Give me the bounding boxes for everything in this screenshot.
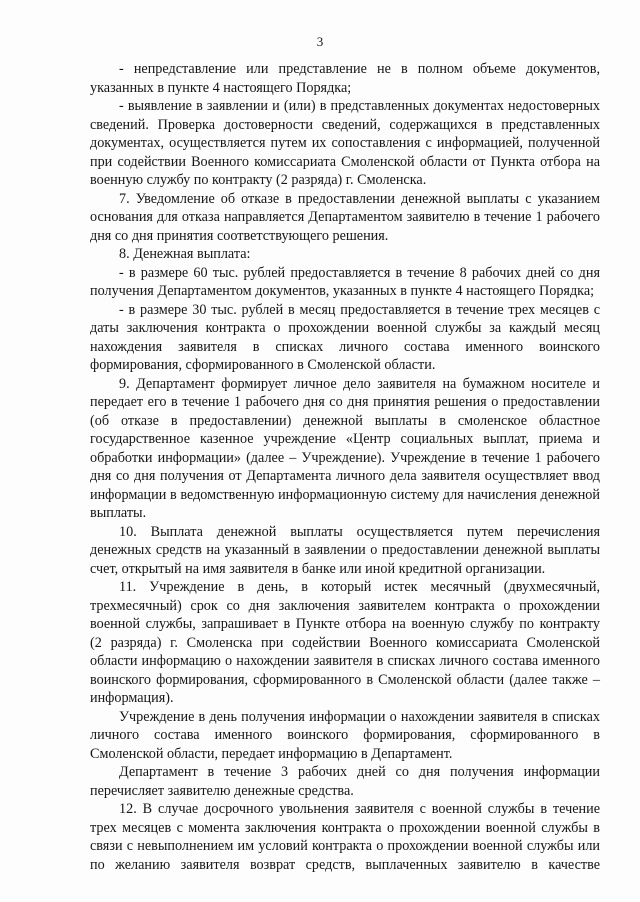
text-line: области информацию о нахождении заявителя в списках личного состава именного bbox=[90, 653, 600, 669]
text-line: счет, открытый на имя заявителя в банке или иной кредитной организации. bbox=[90, 560, 546, 577]
text-line: информации в ведомственную информационную систему для начисления денежной bbox=[90, 486, 600, 503]
text-line: трех месяцев с момента заключения контракта о прохождении военной службы в bbox=[90, 819, 600, 836]
text-line: (2 разряда) г. Смоленска при содействии Военного комиссариата Смоленской bbox=[90, 634, 600, 651]
text-line: формирования, сформированного в Смоленской области. bbox=[90, 357, 436, 373]
text-line: денежных средств на указанный в заявлении о предоставлении денежной выплаты bbox=[90, 542, 600, 558]
page-number: 3 bbox=[316, 34, 324, 49]
text-line: получения Департаментом документов, указанных в пункте 4 настоящего Порядка; bbox=[90, 283, 595, 299]
text-line: документах, осуществляется путем их сопоставления с информацией, полученной bbox=[90, 135, 600, 151]
text-line: - непредставление или представление не в полном объеме документов, bbox=[119, 61, 600, 77]
text-line: воинского формирования, сформированного в Смоленской области (далее также – bbox=[90, 671, 600, 688]
text-line: - в размере 60 тыс. рублей предоставляется в течение 8 рабочих дней со дня bbox=[119, 264, 600, 281]
text-line: трехмесячный) срок со дня заключения заявителем контракта о прохождении bbox=[90, 597, 600, 614]
text-line: указанных в пункте 4 настоящего Порядка; bbox=[90, 79, 352, 96]
text-line: связи с невыполнением им условий контракта о прохождении военной службы или bbox=[90, 838, 600, 854]
text-line: нахождения заявителя в списках личного состава именного воинского bbox=[90, 338, 600, 355]
text-line: дня со дня принятия соответствующего решения. bbox=[90, 227, 389, 244]
text-line: военную службу по контракту (2 разряда) г. Смоленска. bbox=[90, 172, 427, 188]
text-line: 11. Учреждение в день, в который истек месячный (двухмесячный, bbox=[119, 579, 600, 595]
text-line: государственное казенное учреждение «Центр социальных выплат, приема и bbox=[90, 431, 600, 447]
text-line: 10. Выплата денежной выплаты осуществляется путем перечисления bbox=[119, 523, 600, 540]
text-line: перечисляет заявителю денежные средства. bbox=[90, 782, 354, 799]
text-line: основания для отказа направляется Департаментом заявителю в течение 1 рабочего bbox=[90, 209, 600, 225]
text-line: информация). bbox=[90, 690, 174, 706]
text-line: - выявление в заявлении и (или) в представленных документах недостоверных bbox=[119, 98, 600, 114]
text-line: (об отказе в предоставлении) денежной выплаты в смоленское областное bbox=[90, 412, 600, 429]
text-line: при содействии Военного комиссариата Смоленской области от Пункта отбора на bbox=[90, 153, 600, 170]
text-line: Смоленской области, передает информацию в Департамент. bbox=[90, 745, 453, 762]
text-line: - в размере 30 тыс. рублей в месяц предоставляется в течение трех месяцев с bbox=[119, 301, 600, 318]
text-line: 12. В случае досрочного увольнения заявителя с военной службы в течение bbox=[119, 801, 600, 817]
text-line: Департамент в течение 3 рабочих дней со дня получения информации bbox=[119, 764, 600, 780]
text-line: Учреждение в день получения информации о нахождении заявителя в списках bbox=[119, 708, 600, 725]
text-line: передает его в течение 1 рабочего дня со дня принятия решения о предоставлении bbox=[90, 394, 600, 410]
text-line: выплаты. bbox=[90, 505, 147, 521]
text-line: личного состава именного воинского формирования, сформированного в bbox=[90, 727, 600, 743]
text-line: обработки информации» (далее – Учреждение). Учреждение в течение 1 рабочего bbox=[90, 449, 600, 466]
text-line: даты заключения контракта о прохождении военной службы за каждый месяц bbox=[90, 320, 600, 336]
text-line: по желанию заявителя возврат средств, выплаченных заявителю в качестве bbox=[90, 856, 600, 873]
text-line: сведений. Проверка достоверности сведений, содержащихся в представленных bbox=[90, 116, 600, 133]
text-line: 9. Департамент формирует личное дело заявителя на бумажном носителе и bbox=[119, 375, 600, 392]
text-line: дня со дня получения от Департамента личного дела заявителя осуществляет ввод bbox=[90, 468, 600, 484]
text-line: 7. Уведомление об отказе в предоставлении денежной выплаты с указанием bbox=[119, 190, 600, 207]
text-line: военной службы, запрашивает в Пункте отбора на военную службу по контракту bbox=[90, 616, 600, 632]
text-line: 8. Денежная выплата: bbox=[119, 246, 251, 262]
